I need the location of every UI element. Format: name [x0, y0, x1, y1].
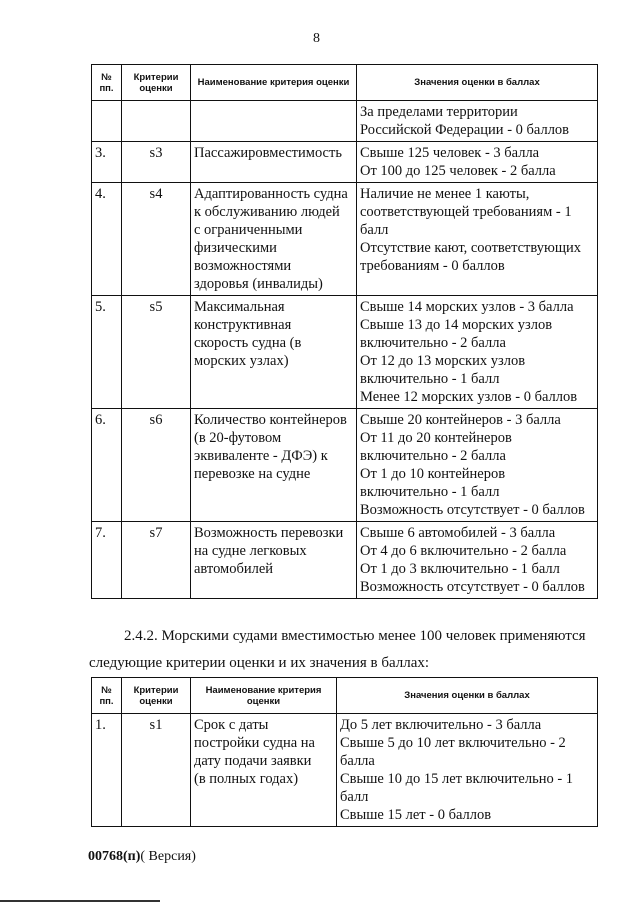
table-row [92, 142, 598, 183]
header-number: № пп. [92, 678, 122, 714]
criterion-name [191, 714, 337, 827]
score-values [357, 101, 598, 142]
criterion-name-line: возможностями [194, 258, 292, 274]
table-row [92, 183, 598, 296]
score-value-line: От 11 до 20 контейнеров [360, 430, 512, 446]
document-code-number: 00768(п) [88, 849, 141, 864]
score-value-line: соответствующей требованиям - 1 [360, 204, 572, 220]
score-values [357, 409, 598, 522]
score-value-line: включительно - 2 балла [360, 448, 506, 464]
criterion-name-line: Срок с даты [194, 717, 269, 733]
score-values [357, 296, 598, 409]
criterion-name-line: к обслуживанию людей [194, 204, 340, 220]
page-number: 8 [313, 31, 320, 46]
score-value-line: включительно - 1 балл [360, 371, 500, 387]
table-row [92, 522, 598, 599]
criterion-name-line: Пассажировместимость [194, 145, 342, 161]
row-number: 4. [92, 183, 122, 296]
score-values [357, 142, 598, 183]
score-value-line: Отсутствие кают, соответствующих [360, 240, 582, 256]
criterion-code: s4 [122, 183, 191, 296]
criterion-code: s5 [122, 296, 191, 409]
score-value-line: балла [340, 753, 375, 769]
criterion-name-line: (в 20-футовом [194, 430, 282, 446]
header-criterion-name: Наименование критерия оценки [191, 65, 357, 101]
header-score-values: Значения оценки в баллах [337, 678, 598, 714]
score-value-line: требованиям - 0 баллов [360, 258, 505, 274]
criterion-name-line: Адаптированность судна [194, 186, 348, 202]
header-criterion-code: Критерии оценки [122, 65, 191, 101]
criteria-table-1 [91, 64, 598, 599]
criterion-name-line: Возможность перевозки [194, 525, 344, 541]
paragraph-line-2: следующие критерии оценки и их значения в баллах: [89, 655, 430, 671]
score-value-line: Российской Федерации - 0 баллов [360, 122, 570, 138]
score-value-line: Наличие не менее 1 каюты, [360, 186, 530, 202]
criterion-name-line: дату подачи заявки [194, 753, 312, 769]
criterion-name-line: Количество контейнеров [194, 412, 347, 428]
score-value-line: балл [360, 222, 389, 238]
table-row [92, 714, 598, 827]
score-value-line: Свыше 6 автомобилей - 3 балла [360, 525, 556, 541]
criterion-code: s3 [122, 142, 191, 183]
row-number: 7. [92, 522, 122, 599]
score-value-line: Свыше 13 до 14 морских узлов [360, 317, 553, 333]
document-code-version: ( Версия) [140, 849, 196, 864]
score-value-line: Свыше 125 человек - 3 балла [360, 145, 540, 161]
criterion-name-line: на судне легковых [194, 543, 307, 559]
criterion-name [191, 142, 357, 183]
header-score-values: Значения оценки в баллах [357, 65, 598, 101]
score-value-line: включительно - 1 балл [360, 484, 500, 500]
paragraph-line-1: 2.4.2. Морскими судами вместимостью менее 100 человек применяются [124, 628, 586, 644]
score-value-line: Свыше 14 морских узлов - 3 балла [360, 299, 574, 315]
header-criterion-code: Критерии оценки [122, 678, 191, 714]
score-values [357, 183, 598, 296]
row-number: 3. [92, 142, 122, 183]
criterion-name [191, 296, 357, 409]
score-value-line: Свыше 10 до 15 лет включительно - 1 [340, 771, 574, 787]
row-number [92, 101, 122, 142]
table-row [92, 296, 598, 409]
score-values [357, 522, 598, 599]
score-value-line: Свыше 5 до 10 лет включительно - 2 [340, 735, 566, 751]
criterion-code: s6 [122, 409, 191, 522]
criterion-name-line: конструктивная [194, 317, 292, 333]
table-header-row [92, 678, 598, 714]
criterion-name-line: постройки судна на [194, 735, 315, 751]
score-value-line: балл [340, 789, 369, 805]
criteria-table-2 [91, 677, 598, 827]
score-value-line: За пределами территории [360, 104, 518, 120]
criterion-name [191, 522, 357, 599]
criterion-name-line: здоровья (инвалиды) [194, 276, 323, 292]
criterion-name [191, 409, 357, 522]
row-number: 6. [92, 409, 122, 522]
row-number: 1. [92, 714, 122, 827]
criterion-code: s1 [122, 714, 191, 827]
score-value-line: От 1 до 3 включительно - 1 балл [360, 561, 560, 577]
criterion-name-line: морских узлах) [194, 353, 289, 369]
score-value-line: От 1 до 10 контейнеров [360, 466, 506, 482]
criterion-name-line: скорость судна (в [194, 335, 302, 351]
score-value-line: До 5 лет включительно - 3 балла [340, 717, 542, 733]
row-number: 5. [92, 296, 122, 409]
table-row [92, 409, 598, 522]
score-value-line: От 100 до 125 человек - 2 балла [360, 163, 556, 179]
criterion-name-line: перевозке на судне [194, 466, 311, 482]
criterion-name-line: Максимальная [194, 299, 285, 315]
score-value-line: Возможность отсутствует - 0 баллов [360, 579, 585, 595]
document-code [88, 849, 196, 865]
criterion-name-line: с ограниченными [194, 222, 303, 238]
table-header-row [92, 65, 598, 101]
score-value-line: От 12 до 13 морских узлов [360, 353, 526, 369]
criterion-code [122, 101, 191, 142]
score-value-line: включительно - 2 балла [360, 335, 506, 351]
header-number: № пп. [92, 65, 122, 101]
criterion-name [191, 101, 357, 142]
criterion-code: s7 [122, 522, 191, 599]
criterion-name [191, 183, 357, 296]
score-value-line: Возможность отсутствует - 0 баллов [360, 502, 585, 518]
criterion-name-line: (в полных годах) [194, 771, 299, 787]
score-value-line: Менее 12 морских узлов - 0 баллов [360, 389, 578, 405]
criterion-name-line: эквиваленте - ДФЭ) к [194, 448, 328, 464]
criterion-name-line: физическими [194, 240, 277, 256]
score-value-line: Свыше 20 контейнеров - 3 балла [360, 412, 561, 428]
score-value-line: Свыше 15 лет - 0 баллов [340, 807, 492, 823]
score-value-line: От 4 до 6 включительно - 2 балла [360, 543, 567, 559]
table-row [92, 101, 598, 142]
score-values [337, 714, 598, 827]
criterion-name-line: автомобилей [194, 561, 274, 577]
bottom-rule [0, 900, 160, 902]
header-criterion-name: Наименование критерия оценки [191, 678, 337, 714]
